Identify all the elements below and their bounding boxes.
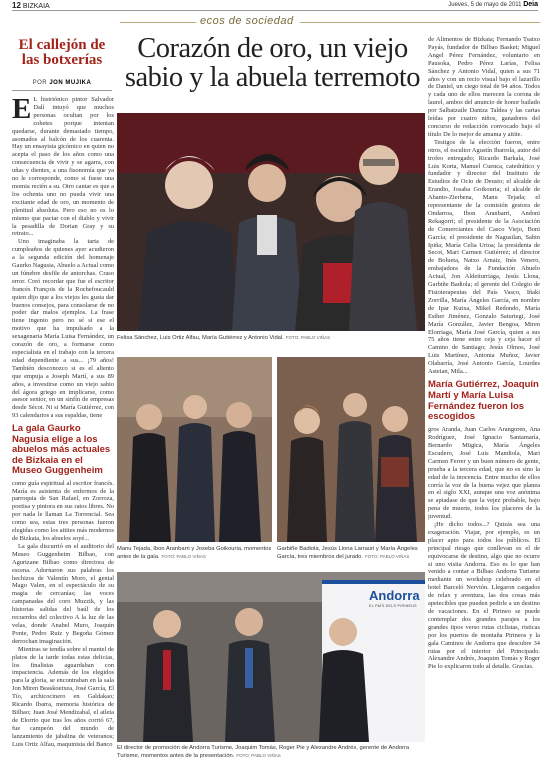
- column-paragraph: E L histriónico pintor Salvador Dalí intuyó que muchos personas ocultan por los cohetes porque intentan quedarse, durante demasiado tiempo, asomados al balcón de los cuarenta. Hay un ensayista gicómico en quien no acepta el paso de los años como una consecuencia de vivir y se agarra, con uñas y dientes, a una fisonomía que ya no le corresponde, como si fuese una momia recién a su. Otro cantar es que a los ochenta uno no pueda vivir una excitante edad de oro, un momento de plenitud absoluta. Pero eso no es lo mismo que pactar con el diablo y vivir la pesadilla de Dorian Gray y su retrato...: [12, 96, 114, 238]
- photo-credit: FOTO: PABLO VIÑAS: [161, 554, 206, 560]
- section-label: ecos de sociedad: [200, 15, 294, 27]
- right-column: [428, 36, 540, 766]
- page-header-right: [448, 1, 538, 8]
- byline-author: JON MUJIKA: [49, 80, 92, 86]
- right-paragraph: de Alimentos de Bizkaia; Fernando Tsatxo Payás, fundador de Bilbao Basket; Miguel Angel Pérez Fernández, voluntario en Pausoka, Pedro Pérez Larías, Felisa Sánchez y Antonio Vidal, quien a sus 71 años y con un recio visual bajo el lazarillo de Daniel, un ciego total de 94 años. Todos y cada uno de ellos merecen la corona de laurel, ambos del anuncio de honor bailado por Salbatzaile Dantza Taldea y las cartas leídas por cuatro niños, ganadores del concurso de redacción convocado bajo el título De lo mejor de amama y aitite.: [428, 36, 540, 138]
- column-paragraph: Uno imaginaba la tarta de cumpleaños de quienes ayer acudieron a la segunda edición del homenaje Gaurko Nagusia, Abuelo a Actual como un fúnebre desfile de antorchas. Craso error. Creó recordar que fue el escritor francés François de la Rochefoucauld quien dijo que a los viejos les gusta dar buenos consejos, para consolarse de no poder dar malos ejemplos. La frase tiene ingenio pero no sé si ese el motivo que ha impulsado a la sexagenaria María Luisa Fernández, un corazón de oro, a formarse como especialista en el trabajo con la tercera edad dependiente a sus... ¡79 años! También desconozco si es el aliento que empuja a Joseph Martí, a sus 89 años, a investirse como un viejo sabio del ágora griego en implicarse, como asesor senior, en un sinfín de empresas desde Sécot. Ni si María Gutiérrez, con 93 calendarios a sus espaldas, tiene: [12, 238, 114, 420]
- main-photo-caption: Felisa Sánchez, Luis Ortiz Alfau, María Gutiérrez y Antonio Vidal. FOTO: PABLO VIÑAS: [117, 335, 331, 341]
- mid-right-caption: Garbiñe Badiola, Jesús Llona Larrauri y María Ángeles García, tres miembros del jurado. FOTO: PABLO VIÑAS: [277, 546, 418, 561]
- paper-name: Deia: [523, 1, 538, 8]
- banner-brand: Andorra: [369, 588, 420, 603]
- mid-left-caption: Manu Tejada, Ibon Aranbarri y Joseba Goikouria, momentos antes de la gala. FOTO: PABLO VIÑAS: [117, 546, 272, 561]
- section-line-left: [120, 22, 196, 23]
- column-paragraph: como guía espiritual al escritor francés. María es asistenta de enfermos de la parroquia de San Rafael, en Zorroza, poetisa y pintora en sus ratos libres. No por nada le llaman La Torrencial. Sea como sea, estas tres personas fueron elegidas como los aitites más modernos de Bizkaia, los abuelos soyé...: [12, 479, 114, 542]
- column-title: El callejón de las botxerías: [18, 37, 106, 68]
- byline: POR JON MUJIKA: [32, 80, 92, 86]
- column-paragraph: Mientras se tendía sobre el mantel de platos de la tarde todas estas delicias, los finalistas aguardaban con impaciencia. Además de los elegidos para la gloria, se encontraban en la sala Jon Miren Beaskoetxea, José García, El Tío, archicocinero en Galdakao; Ricardo Ibarra, memoria histórica de Bilbao; Juan José Mendizabal, el atleta de Elorrio que tras los años corrió 67, fue campeón del mundo de lanzamiento de jabalina de veteranos; Luis Ortiz Alfau, maquinista del Banco: [12, 645, 114, 748]
- header-rule: [12, 10, 538, 11]
- byline-rule: [12, 90, 112, 91]
- mid-right-photo: [277, 357, 425, 542]
- photo-credit: FOTO: PABLO VIÑAS: [285, 335, 331, 340]
- region-label: BIZKAIA: [22, 3, 50, 10]
- section-line-right: [300, 22, 540, 23]
- dropcap: E: [12, 96, 32, 125]
- right-paragraph: ¡He dicho todos...? Quizás sea una exageración. Viajar, por ejemplo, es un placer apto para todos los públicos. El principal riesgo que conllevan es el de equivocarse de destino, algo que no ocurre si uno visita Andorra. Eso es lo que han venido a contar a Bilbao Andorra Turisme mediante un workshop celebrado en el hotel Barceló Nervión. Llegaron cargados de relax y aventura, las dos cosas más apetecibles que pueden pedirle a un destino de vacaciones. En el Pirineo se puede contemplar dos grandes parajes a los grandes tipos verso rutas ciclistas, risticas por los puertos de montaña Pirineos y la gala Caminos de Andorra que descubre 34 rutas por el interior del Principado. Alexandre Andrés, Joaquim Tomàs y Roger Pie lo explicaron todo al detalle. Gracias.: [428, 521, 540, 671]
- main-photo: [117, 113, 425, 331]
- right-subhead: María Gutiérrez, Joaquín Martí y María Luisa Fernández fueron los escogidos: [428, 378, 539, 423]
- issue-date: Jueves, 5 de mayo de 2011: [448, 2, 522, 8]
- page-header-left: [12, 1, 50, 10]
- photo-credit: FOTO: PABLO VIÑAS: [365, 554, 410, 560]
- column-body: [12, 96, 114, 764]
- page-number: 12: [12, 1, 21, 10]
- main-headline: Corazón de oro, un viejo sabio y la abuela terremoto: [124, 33, 421, 93]
- mid-left-photo: [117, 357, 272, 542]
- right-paragraph: gros Aranda, Juan Carlos Arangoren, Ana Rodríguez, José Ignacio Santamaría, Bernardo Mügica, María Ángeles Escudero, José Luis Mandiola, Mari Carmen Ferrer y un buen número de gente, prueba a la tercera edad, que no es sino la edad de la inocencia. Entre mucho de ellos corría la voz de la buena vejez que planea en el siglo XXI, aunque una voz anónima se apiadase de que la vejez probable, bajo pena de muerte, todos los placeres de la juventud.: [428, 426, 540, 521]
- bottom-photo-caption: El director de promoción de Andorra Turisme, Joaquim Tomàs, Roger Pie y Alexandre Andrés, gerente de Andorra Turisme, momentos antes de la presentación. FOTO: PABLO VIÑAS: [117, 745, 410, 760]
- column-subhead: La gala Gaurko Nagusia elige a los abuelos más actuales de Bizkaia en el Museo Guggenheim: [12, 423, 111, 477]
- banner-tagline: EL PAÍS DELS PIRINEUS: [369, 604, 417, 608]
- column-paragraph: La gala discurrió en el auditorio del Museo Guggenheim Bilbao, con Agurtzane Bilbao como directora de escena. Adornaron sus palabras los hechizos de Valentín Moro, el genial Mago Valen, en el espectáculo de su magia de cercanías; las voces campanadas del coro Muzzik, y las historias salidas del baúl de los recuerdos del colectivo A la luz de las velas, donde Anabel Muro, Joaquín Ponte, Pedro Ruiz y Begoña Gómez derrochan imaginación.: [12, 542, 114, 645]
- right-paragraph: Testigos de la elección fueron, entre otros, el escultor Agustín Ibarrola, autor del trofeo entregado; Ricardo Barkala, José Luis Korta, Manuel Cuenca, catedrático y fundador y director del Instituto de Estudios de Ocio de Deusto; el alcalde de Erandio, Josaba Goikouria; el alcalde de Abanto-Zierbena, Manu Tejada; el representante de la comisión gestora de Ondarroa, Ibon Aranbarri, Andoni Rekagorri; el presidente de la Asociación de Comerciantes del Casco Viejo, Boni García; el presidente de Nagusilan, Sabin Ipiña; María Celia Urioa; la presidenta de Secot, Mari Carmen Gutiérrez; el director de Bolueta, Natxo Arnaiz, Inés Venero, embajadora de la Fundación Abuelo Actual, Jon Aldeiturriaga, Jesús Llona, Garbiñe Badiola; el gerente del Colegio de Fisioterapeutas del País Vasco, Iñaki Zorrilla, María Ángeles García, en nombre de Ipar Kutxa, Mikel Redondo, María Esther Jiménez, Gonzalo Saturtegi, José María González, Javier Bengoa, Miren Elorriaga, María José García, quien a sus 75 años tiene entre ceja y ceja hacer el Camino de Santiago; Jesús Olmos, José Luis Martínez, Antonia Muñoz, Javier Olabarría, José Antonio García, Lourdes Asteian, Mila...: [428, 138, 540, 376]
- photo-credit: FOTO: PABLO VIÑAS: [236, 753, 281, 759]
- bottom-photo: [117, 572, 425, 742]
